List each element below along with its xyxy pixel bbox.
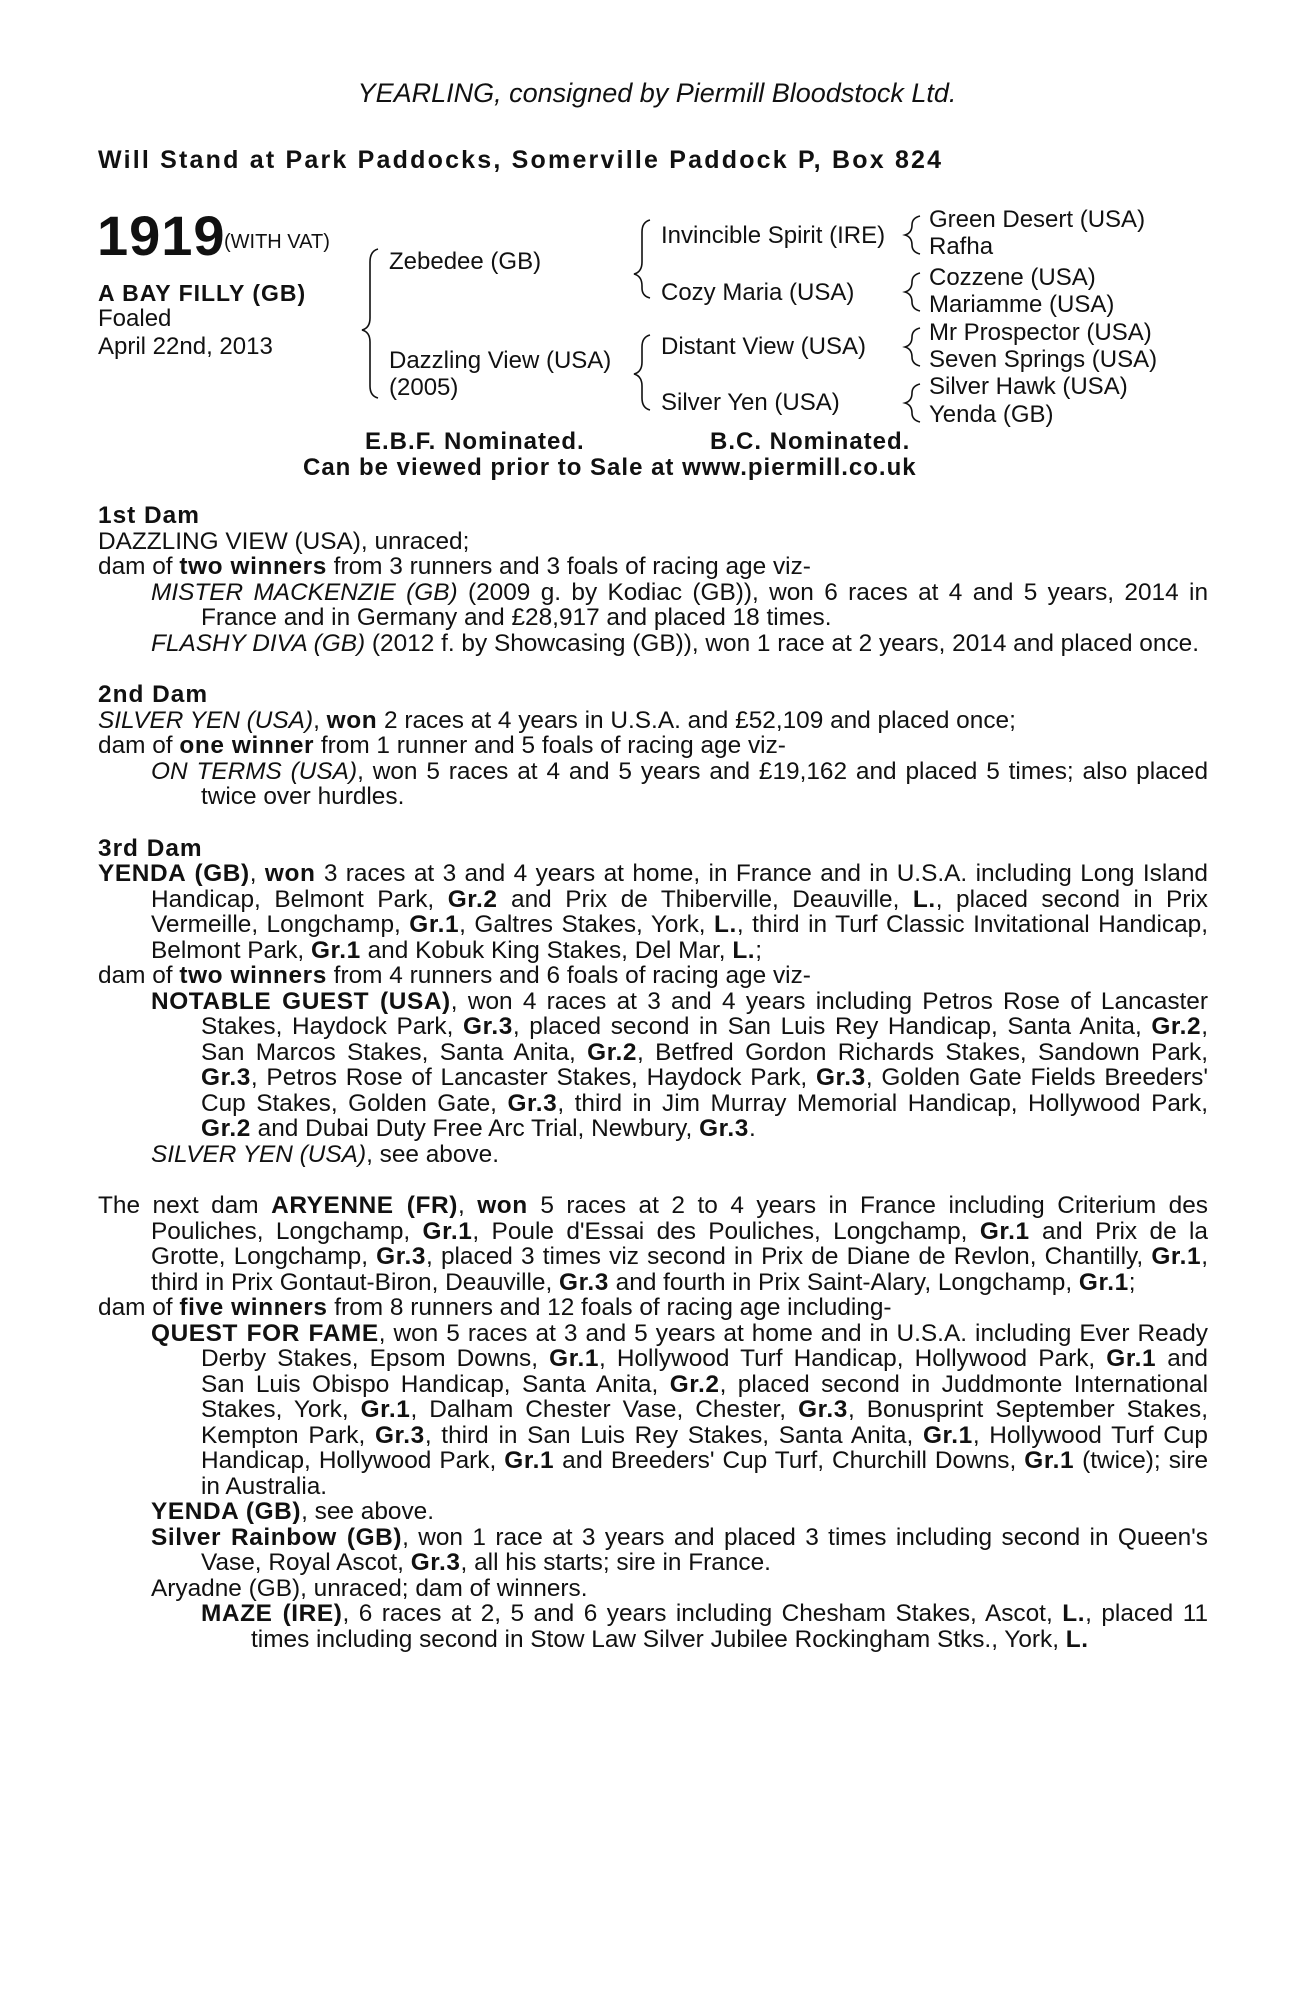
grandsire-5: Mr Prospector (USA) bbox=[929, 319, 1152, 346]
ebf-nomination: E.B.F. Nominated. bbox=[365, 428, 585, 455]
dam-dam-name: Silver Yen (USA) bbox=[661, 389, 840, 416]
next-dam-grand-offspring: MAZE (IRE), 6 races at 2, 5 and 6 years including Chesham Stakes, Ascot, L., placed 11 times including second in Stow Law Silver Jubilee Rockingham Stks., York, L. bbox=[201, 1600, 1209, 1653]
bc-nomination: B.C. Nominated. bbox=[710, 428, 911, 455]
sire-sire-name: Invincible Spirit (IRE) bbox=[661, 222, 886, 249]
first-dam-line: DAZZLING VIEW (USA), unraced; bbox=[98, 527, 470, 555]
first-dam-produce: dam of two winners from 3 runners and 3 foals of racing age viz- bbox=[98, 553, 811, 580]
third-dam-line: YENDA (GB), won 3 races at 3 and 4 years at home, in France and in U.S.A. including Long Island Handicap, Belmont Park, Gr.2 and Prix de Thiberville, Deauville, L., placed second in Prix Vermeille, Longchamp, Gr.1, Galtres Stakes, York, L., third in Turf Classic Invitational Handicap, Belmont Park, Gr.1 and Kobuk King Stakes, Del Mar, L.; bbox=[98, 860, 1208, 964]
granddam-6: Seven Springs (USA) bbox=[929, 346, 1158, 373]
foaled-label: Foaled bbox=[98, 305, 172, 332]
dam-name: Dazzling View (USA) bbox=[389, 347, 612, 374]
first-dam-offspring-2: FLASHY DIVA (GB) (2012 f. by Showcasing (GB)), won 1 race at 2 years, 2014 and placed once. bbox=[151, 629, 1199, 657]
dam-year: (2005) bbox=[389, 374, 459, 401]
lot-description: A BAY FILLY (GB) bbox=[98, 280, 307, 306]
granddam-4: Mariamme (USA) bbox=[929, 291, 1115, 318]
sire-name: Zebedee (GB) bbox=[389, 248, 542, 275]
third-dam-heading: 3rd Dam bbox=[98, 834, 203, 862]
second-dam-offspring-1: ON TERMS (USA), won 5 races at 4 and 5 years and £19,162 and placed 5 times; also placed twice over hurdles. bbox=[151, 757, 1209, 810]
foaled-date: April 22nd, 2013 bbox=[98, 333, 273, 360]
third-dam-produce: dam of two winners from 4 runners and 6 foals of racing age viz- bbox=[98, 962, 811, 989]
dam-sire-name: Distant View (USA) bbox=[661, 333, 866, 360]
next-dam-produce: dam of five winners from 8 runners and 12 foals of racing age including- bbox=[98, 1294, 892, 1321]
catalogue-body bbox=[98, 503, 1208, 1652]
second-dam-line: SILVER YEN (USA), won 2 races at 4 years in U.S.A. and £52,109 and placed once; bbox=[98, 706, 1016, 734]
consignment-line: YEARLING, consigned by Piermill Bloodstock Ltd. bbox=[357, 78, 957, 108]
vat-note: (WITH VAT) bbox=[224, 231, 330, 253]
sire-dam-name: Cozy Maria (USA) bbox=[661, 279, 855, 306]
next-dam-offspring-3: Silver Rainbow (GB), won 1 race at 3 years and placed 3 times including second in Queen's Vase, Royal Ascot, Gr.3, all his starts; sire in France. bbox=[151, 1523, 1208, 1576]
grandsire-1: Green Desert (USA) bbox=[929, 206, 1146, 233]
granddam-8: Yenda (GB) bbox=[929, 401, 1054, 428]
grandsire-7: Silver Hawk (USA) bbox=[929, 373, 1128, 400]
second-dam-heading: 2nd Dam bbox=[98, 681, 209, 708]
first-dam-offspring-1: MISTER MACKENZIE (GB) (2009 g. by Kodiac (GB)), won 6 races at 4 and 5 years, 2014 in France and in Germany and £28,917 and placed 18 times. bbox=[151, 578, 1209, 631]
viewing-note: Can be viewed prior to Sale at www.piermill.co.uk bbox=[303, 454, 917, 481]
next-dam-offspring-4: Aryadne (GB), unraced; dam of winners. bbox=[151, 1574, 588, 1602]
next-dam-line: The next dam ARYENNE (FR), won 5 races at 2 to 4 years in France including Criterium des Pouliches, Longchamp, Gr.1, Poule d'Essai des Pouliches, Longchamp, Gr.1 and Prix de la Grotte, Longchamp, Gr.3, placed 3 times viz second in Prix de Diane de Revlon, Chantilly, Gr.1, third in Prix Gontaut-Biron, Deauville, Gr.3 and fourth in Prix Saint-Alary, Longchamp, Gr.1; bbox=[98, 1192, 1208, 1296]
next-dam-offspring-2: YENDA (GB), see above. bbox=[151, 1498, 434, 1525]
lot-number: 1919 bbox=[97, 204, 226, 267]
grandsire-3: Cozzene (USA) bbox=[929, 264, 1096, 291]
next-dam-offspring-1: QUEST FOR FAME, won 5 races at 3 and 5 years at home and in U.S.A. including Ever Ready Derby Stakes, Epsom Downs, Gr.1, Hollywood Turf Handicap, Hollywood Park, Gr.1 and San Luis Obispo Handicap, Santa Anita, Gr.2, placed second in Juddmonte International Stakes, York, Gr.1, Dalham Chester Vase, Chester, Gr.3, Bonusprint September Stakes, Kempton Park, Gr.3, third in San Luis Rey Stakes, Santa Anita, Gr.1, Hollywood Turf Cup Handicap, Hollywood Park, Gr.1 and Breeders' Cup Turf, Churchill Downs, Gr.1 (twice); sire in Australia. bbox=[151, 1319, 1209, 1500]
third-dam-offspring-2: SILVER YEN (USA), see above. bbox=[151, 1140, 499, 1168]
third-dam-offspring-1: NOTABLE GUEST (USA), won 4 races at 3 and 4 years including Petros Rose of Lancaster Stakes, Haydock Park, Gr.3, placed second in San Luis Rey Handicap, Santa Anita, Gr.2, San Marcos Stakes, Santa Anita, Gr.2, Betfred Gordon Richards Stakes, Sandown Park, Gr.3, Petros Rose of Lancaster Stakes, Haydock Park, Gr.3, Golden Gate Fields Breeders' Cup Stakes, Golden Gate, Gr.3, third in Jim Murray Memorial Handicap, Hollywood Park, Gr.2 and Dubai Duty Free Arc Trial, Newbury, Gr.3. bbox=[151, 987, 1209, 1142]
stand-line: Will Stand at Park Paddocks, Somerville Paddock P, Box 824 bbox=[98, 146, 944, 174]
first-dam-heading: 1st Dam bbox=[98, 502, 200, 529]
granddam-2: Rafha bbox=[929, 233, 994, 260]
second-dam-produce: dam of one winner from 1 runner and 5 foals of racing age viz- bbox=[98, 732, 786, 759]
